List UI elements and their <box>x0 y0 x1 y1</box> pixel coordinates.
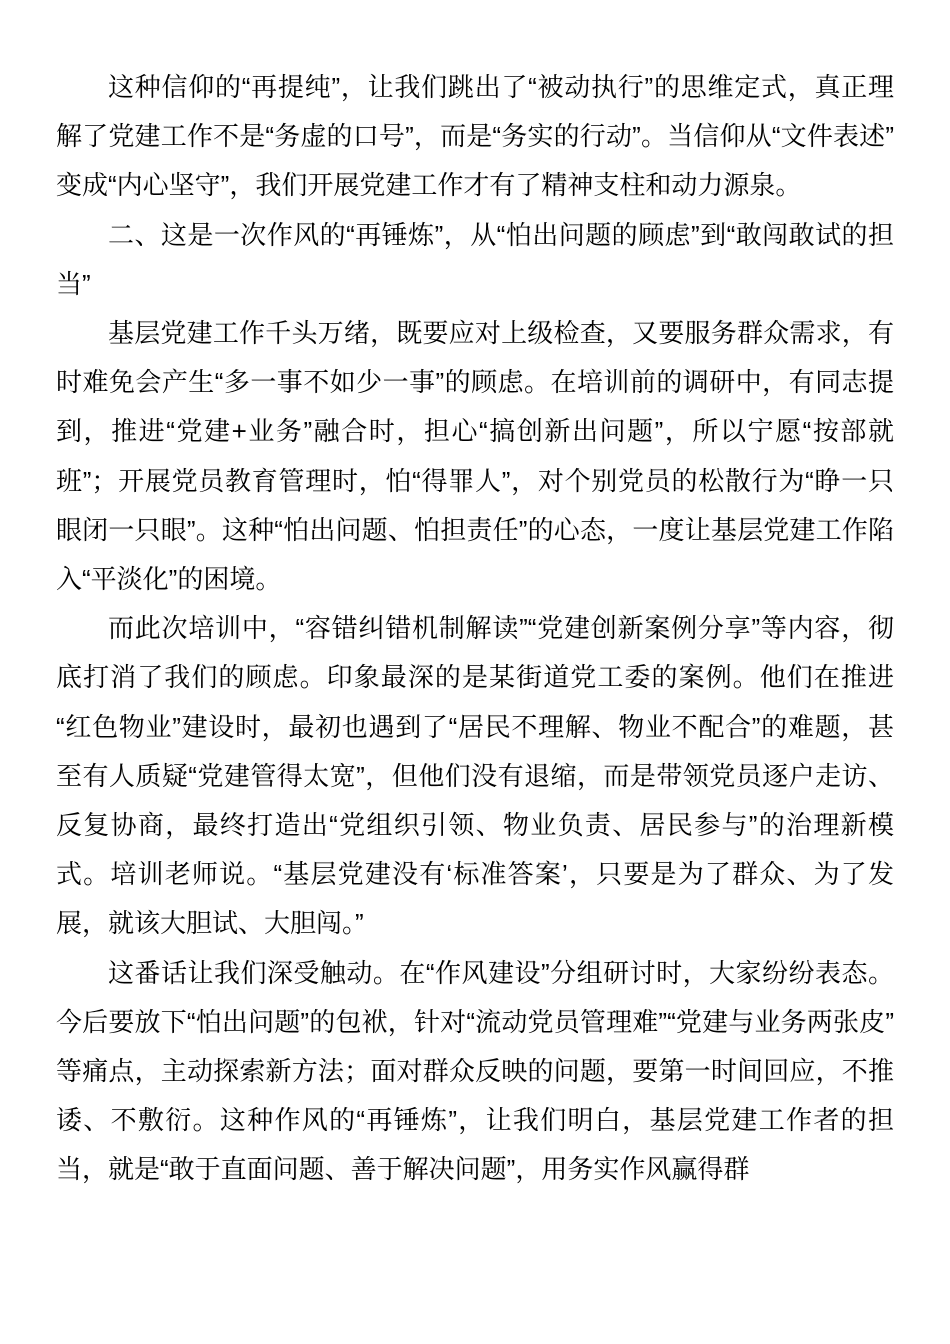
paragraph-group-discussion: 这番话让我们深受触动。在“作风建设”分组研讨时，大家纷纷表态。今后要放下“怕出问题”的包袱，针对“流动党员管理难”“党建与业务两张皮”等痛点，主动探索新方法；面对群众反映的问题，要第一时间回应，不推诿、不敷衍。这种作风的“再锤炼”，让我们明白，基层党建工作者的担当，就是“敢于直面问题、善于解决问题”，用务实作风赢得群 <box>56 957 894 1185</box>
section-heading-2: 二、这是一次作风的“再锤炼”，从“怕出问题的顾虑”到“敢闯敢试的担当” <box>56 219 894 299</box>
paragraph-belief-repurify: 这种信仰的“再提纯”，让我们跳出了“被动执行”的思维定式，真正理解了党建工作不是“务虚的口号”，而是“务实的行动”。当信仰从“文件表述”变成“内心坚守”，我们开展党建工作才有了精神支柱和动力源泉。 <box>56 72 894 201</box>
paragraph-grassroots-concerns: 基层党建工作千头万绪，既要应对上级检查，又要服务群众需求，有时难免会产生“多一事不如少一事”的顾虑。在培训前的调研中，有同志提到，推进“党建+业务”融合时，担心“搞创新出问题”，所以宁愿“按部就班”；开展党员教育管理时，怕“得罪人”，对个别党员的松散行为“睁一只眼闭一只眼”。这种“怕出问题、怕担责任”的心态，一度让基层党建工作陷入“平淡化”的困境。 <box>56 318 894 595</box>
document-body <box>56 63 894 1195</box>
paragraph-training-case: 而此次培训中，“容错纠错机制解读”“党建创新案例分享”等内容，彻底打消了我们的顾虑。印象最深的是某街道党工委的案例。他们在推进“红色物业”建设时，最初也遇到了“居民不理解、物业不配合”的难题，甚至有人质疑“党建管得太宽”，但他们没有退缩，而是带领党员逐户走访、反复协商，最终打造出“党组织引领、物业负责、居民参与”的治理新模式。培训老师说。“基层党建没有‘标准答案’，只要是为了群众、为了发展，就该大胆试、大胆闯。” <box>56 613 894 939</box>
